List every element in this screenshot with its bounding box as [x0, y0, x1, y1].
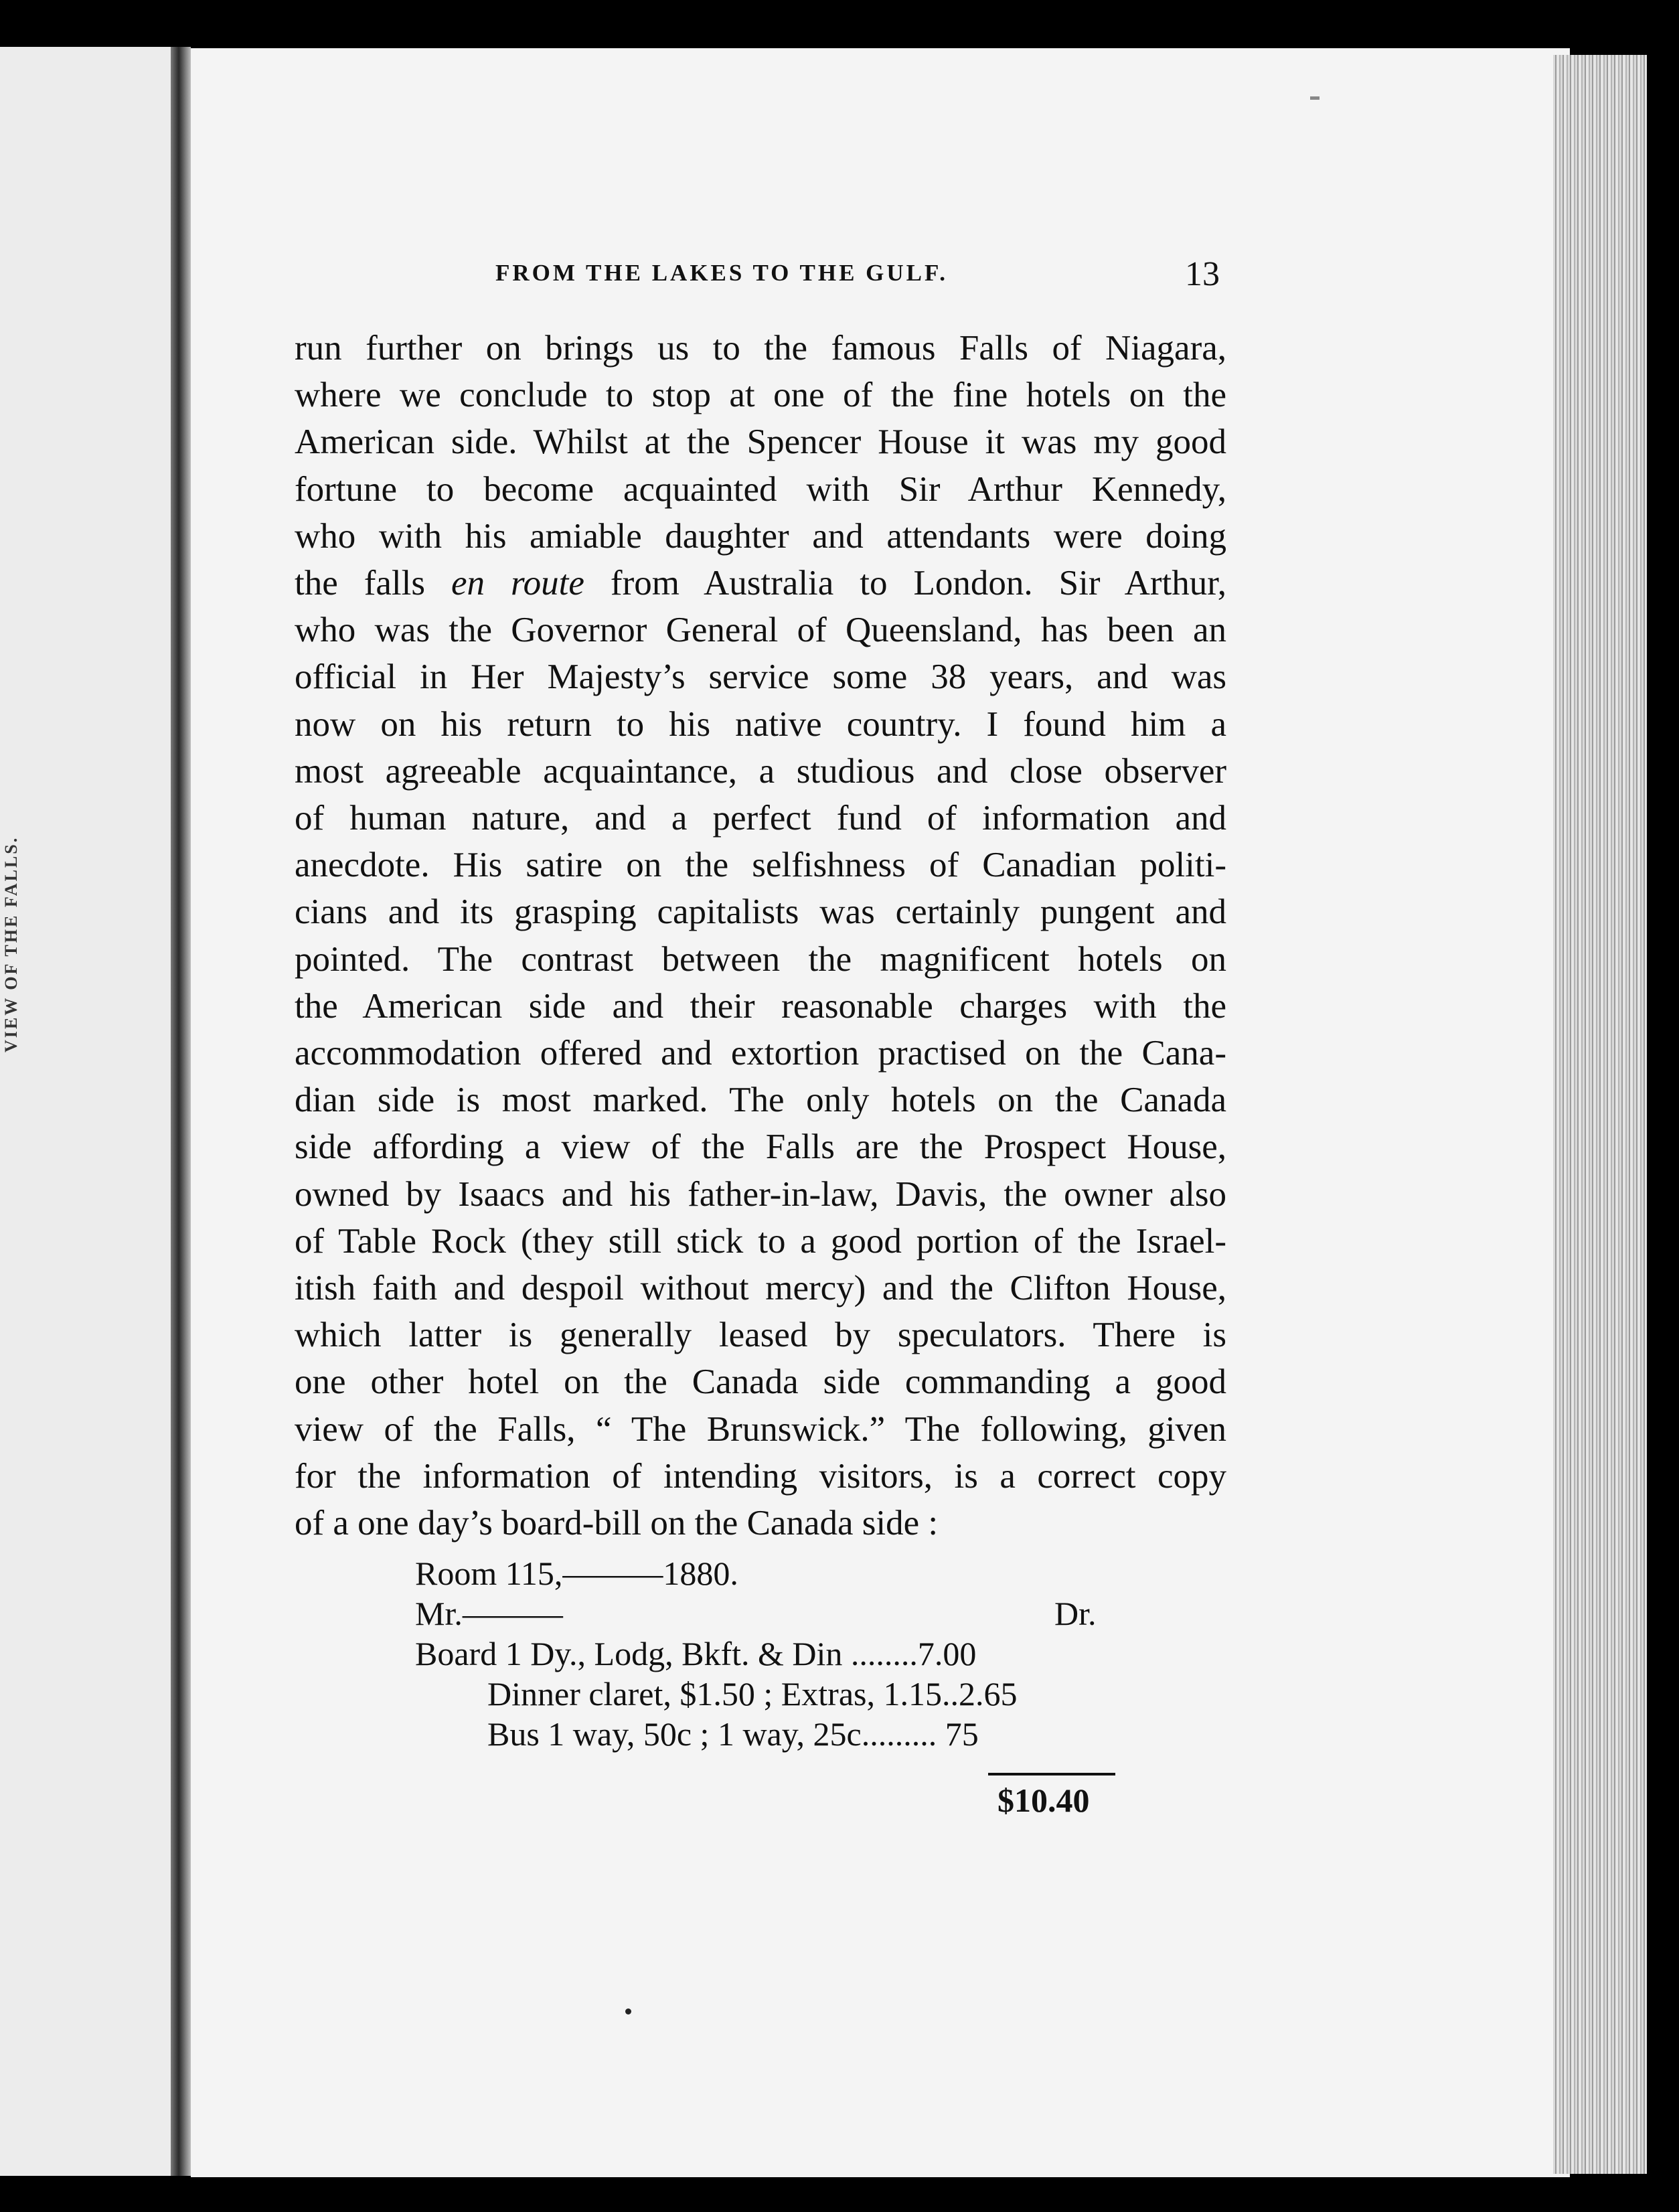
- text-line: cians and its grasping capitalists was certainly pungent and: [295, 892, 1226, 932]
- bill-mr: Mr.———: [415, 1595, 563, 1632]
- bill-item-row: [415, 1634, 1111, 1674]
- text-line: fortune to become acquainted with Sir Arthur Kennedy,: [295, 469, 1226, 509]
- bill-dr: Dr.: [1054, 1595, 1097, 1632]
- bill-room-row: [415, 1553, 1111, 1593]
- bill-total-rule: [988, 1773, 1115, 1775]
- text-line: of human nature, and a perfect fund of information and: [295, 799, 1226, 838]
- text-line: pointed. The contrast between the magnificent hotels on: [295, 939, 1226, 979]
- text-line: one other hotel on the Canada side commanding a good: [295, 1362, 1226, 1402]
- text-line: itish faith and despoil without mercy) and the Clifton House,: [295, 1269, 1226, 1308]
- body-paragraph: [295, 325, 1226, 1547]
- text-line: of a one day’s board-bill on the Canada side :: [295, 1504, 939, 1543]
- text-line: anecdote. His satire on the selfishness of Canadian politi-: [295, 846, 1226, 885]
- stray-ink-dot: [625, 2008, 631, 2014]
- text-line: accommodation offered and extortion practised on the Cana-: [295, 1034, 1226, 1073]
- text-line: side affording a view of the Falls are the Prospect House,: [295, 1127, 1226, 1167]
- italic-phrase: en route: [451, 564, 584, 603]
- facing-page-running-head: VIEW OF THE FALLS.: [1, 836, 21, 1052]
- bill-item-board: Board 1 Dy., Lodg, Bkft. & Din ........7.00: [415, 1635, 977, 1672]
- text-line: now on his return to his native country. I found him a: [295, 704, 1226, 744]
- text-line: which latter is generally leased by speculators. There is: [295, 1316, 1226, 1355]
- book-gutter: [171, 47, 191, 2176]
- page-number: 13: [1185, 255, 1220, 293]
- facing-page: [0, 47, 181, 2176]
- text-line: owned by Isaacs and his father-in-law, Davis, the owner also: [295, 1174, 1226, 1214]
- text-line: run further on brings us to the famous Falls of Niagara,: [295, 329, 1226, 368]
- bill-item-bus: Bus 1 way, 50c ; 1 way, 25c......... 75: [487, 1715, 979, 1753]
- text-line: most agreeable acquaintance, a studious and close observer: [295, 751, 1226, 791]
- text-line: dian side is most marked. The only hotels on the Canada: [295, 1081, 1226, 1120]
- text-line: who was the Governor General of Queensland, has been an: [295, 611, 1226, 650]
- bill-item-row: [415, 1714, 1111, 1754]
- text-line: the American side and their reasonable charges with the: [295, 986, 1226, 1026]
- bill-room: Room 115,———1880.: [415, 1555, 738, 1592]
- text-line: for the information of intending visitors, is a correct copy: [295, 1456, 1226, 1496]
- bill-header-row: [415, 1593, 1111, 1634]
- bill-total: $10.40: [997, 1782, 1090, 1819]
- text-line: view of the Falls, “ The Brunswick.” The following, given: [295, 1409, 1226, 1449]
- stray-mark: [1310, 96, 1320, 100]
- text-line: American side. Whilst at the Spencer House it was my good: [295, 422, 1226, 462]
- running-head: FROM THE LAKES TO THE GULF.: [495, 260, 948, 286]
- text-line: the falls en route from Australia to London. Sir Arthur,: [295, 564, 1227, 603]
- text-line: of Table Rock (they still stick to a good portion of the Israel-: [295, 1221, 1226, 1261]
- page-edges: [1553, 55, 1647, 2174]
- text-line: where we conclude to stop at one of the fine hotels on the: [295, 376, 1226, 415]
- bill-item-row: [415, 1674, 1111, 1714]
- text-line: who with his amiable daughter and attendants were doing: [295, 516, 1226, 556]
- board-bill: [415, 1553, 1111, 1754]
- text-line: official in Her Majesty’s service some 38 years, and was: [295, 657, 1226, 697]
- bill-item-dinner: Dinner claret, $1.50 ; Extras, 1.15..2.65: [487, 1675, 1018, 1713]
